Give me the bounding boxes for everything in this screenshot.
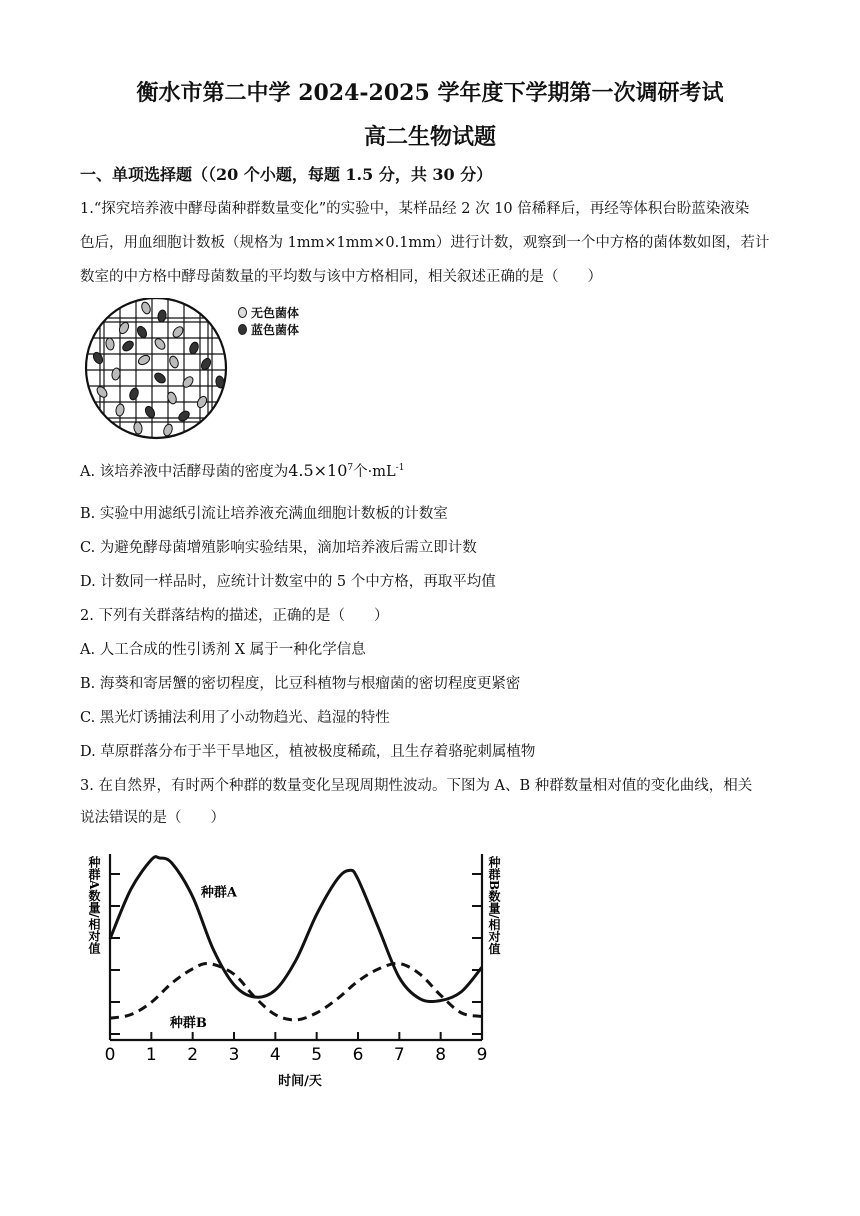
x-tick-label: 5 bbox=[311, 1045, 323, 1065]
x-tick-label: 3 bbox=[228, 1045, 240, 1065]
q1-option-a-unit-exponent: -1 bbox=[395, 463, 405, 474]
counting-chamber-figure bbox=[80, 298, 240, 440]
chart-series-labels bbox=[169, 885, 238, 1031]
x-tick-label: 4 bbox=[269, 1045, 281, 1065]
q1-option-a-exponent: 7 bbox=[347, 463, 354, 474]
x-axis-label: 时间/天 bbox=[278, 1074, 322, 1089]
x-tick-label: 7 bbox=[393, 1045, 405, 1065]
x-tick-label: 9 bbox=[476, 1045, 488, 1065]
blue-cell-icon bbox=[238, 324, 247, 335]
population-chart bbox=[82, 842, 512, 1102]
section-heading: 一、单项选择题（（20 个小题，每题 1.5 分，共 30 分） bbox=[80, 165, 493, 184]
q3-stem-line2: 说法错误的是（ ） bbox=[80, 810, 225, 826]
chart-ticks bbox=[105, 874, 488, 1065]
series-b-label: 种群B bbox=[169, 1015, 207, 1031]
x-tick-label: 1 bbox=[145, 1045, 157, 1065]
chart-axes bbox=[110, 854, 482, 1040]
q2-stem: 2. 下列有关群落结构的描述，正确的是（ ） bbox=[80, 608, 389, 624]
x-tick-label: 6 bbox=[352, 1045, 364, 1065]
q1-stem-line1: 1.“探究培养液中酵母菌种群数量变化”的实验中，某样品经 2 次 10 倍稀释后，再经等体积台盼蓝染液染 bbox=[80, 201, 750, 217]
q1-option-b: B. 实验中用滤纸引流让培养液充满血细胞计数板的计数室 bbox=[80, 506, 448, 522]
legend-clear-cells bbox=[238, 304, 299, 321]
y-axis-right-label: 种群B数量/相对值 bbox=[487, 856, 501, 955]
series-a-line bbox=[110, 857, 482, 1002]
x-tick-label: 8 bbox=[435, 1045, 447, 1065]
series-b-line bbox=[110, 963, 482, 1020]
q1-option-c: C. 为避免酵母菌增殖影响实验结果，滴加培养液后需立即计数 bbox=[80, 540, 477, 556]
q2-option-a: A. 人工合成的性引诱剂 X 属于一种化学信息 bbox=[80, 642, 366, 658]
q2-option-d: D. 草原群落分布于半干旱地区，植被极度稀疏，且生存着骆驼刺属植物 bbox=[80, 744, 536, 760]
q1-stem-line3: 数室的中方格中酵母菌数量的平均数与该中方格相同，相关叙述正确的是（ ） bbox=[80, 269, 602, 285]
q3-stem-line1: 3. 在自然界，有时两个种群的数量变化呈现周期性波动。下图为 A、B 种群数量相对值的变化曲线，相关 bbox=[80, 778, 753, 794]
chart-series bbox=[110, 857, 482, 1020]
legend-clear-label: 无色菌体 bbox=[251, 306, 300, 320]
x-tick-label: 2 bbox=[187, 1045, 199, 1065]
q1-option-a-text: A. 该培养液中活酵母菌的密度为 bbox=[80, 464, 289, 480]
q1-option-d: D. 计数同一样品时，应统计计数室中的 5 个中方格，再取平均值 bbox=[80, 574, 496, 590]
q1-option-a-unit: 个·mL bbox=[353, 464, 396, 480]
legend-blue-label: 蓝色菌体 bbox=[251, 323, 300, 337]
series-a-label: 种群A bbox=[200, 885, 238, 901]
clear-cell-icon bbox=[238, 307, 247, 318]
q2-option-b: B. 海葵和寄居蟹的密切程度，比豆科植物与根瘤菌的密切程度更紧密 bbox=[80, 676, 521, 692]
legend-blue-cells bbox=[238, 321, 299, 338]
q1-option-a bbox=[80, 460, 404, 481]
q2-option-c: C. 黑光灯诱捕法利用了小动物趋光、趋湿的特性 bbox=[80, 710, 390, 726]
exam-subtitle: 高二生物试题 bbox=[363, 124, 496, 150]
x-tick-label: 0 bbox=[104, 1045, 116, 1065]
exam-title: 衡水市第二中学 2024-2025 学年度下学期第一次调研考试 bbox=[136, 80, 724, 106]
q1-option-a-value: 4.5×10 bbox=[288, 461, 348, 480]
y-axis-left-label: 种群A数量/相对值 bbox=[87, 856, 101, 954]
q1-stem-line2: 色后，用血细胞计数板（规格为 1mm×1mm×0.1mm）进行计数，观察到一个中方格的菌体数如图，若计 bbox=[80, 235, 770, 251]
